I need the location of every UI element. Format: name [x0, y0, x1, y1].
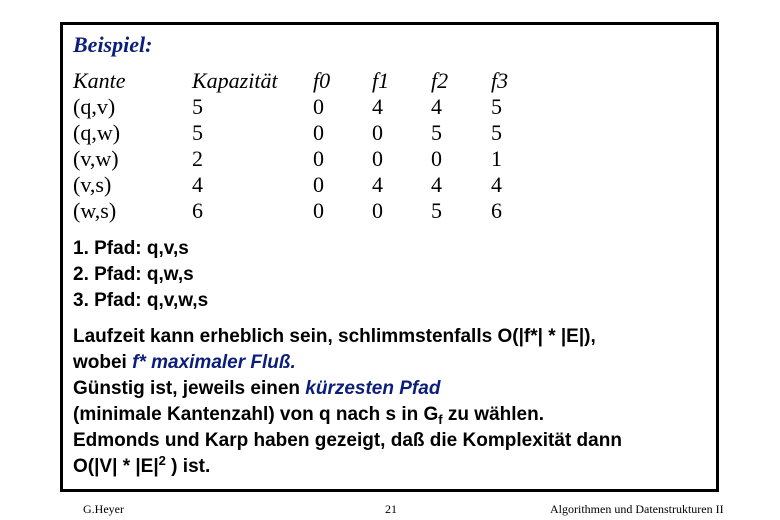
cell-f0: 0 — [313, 94, 324, 119]
text-line-2-lead: wobei — [73, 352, 133, 373]
cell-f1: 0 — [372, 120, 383, 145]
cell-kante: (v,w) — [73, 146, 119, 171]
column-kante — [73, 68, 126, 224]
cell-f0: 0 — [313, 172, 324, 197]
footer-course: Algorithmen und Datenstrukturen II — [550, 502, 724, 516]
cell-kapazitaet: 4 — [192, 172, 203, 197]
header-kapazitaet: Kapazität — [192, 68, 278, 93]
cell-f0: 0 — [313, 120, 324, 145]
subscript-f: f — [438, 412, 443, 427]
text-line-3 — [73, 376, 440, 402]
cell-kapazitaet: 6 — [192, 198, 203, 223]
cell-f1: 0 — [372, 146, 383, 171]
text-line-4-lead: (minimale Kantenzahl) von q nach s in G — [73, 404, 439, 425]
text-line-5: Edmonds und Karp haben gezeigt, daß die Komplexität dann — [73, 430, 622, 451]
footer-author: G.Heyer — [83, 502, 124, 516]
header-f2: f2 — [431, 68, 449, 93]
cell-f2: 4 — [431, 172, 442, 197]
cell-f0: 0 — [313, 198, 324, 223]
cell-kante: (v,s) — [73, 172, 112, 197]
highlight-shortest-path: kürzesten Pfad — [305, 378, 441, 399]
text-line-6 — [73, 454, 210, 480]
text-line-4-tail: zu wählen. — [442, 404, 544, 425]
cell-f1: 0 — [372, 198, 383, 223]
header-f0: f0 — [313, 68, 331, 93]
cell-f3: 4 — [491, 172, 502, 197]
text-line-3-lead: Günstig ist, jeweils einen — [73, 378, 306, 399]
header-f1: f1 — [372, 68, 390, 93]
cell-f0: 0 — [313, 146, 324, 171]
cell-f2: 5 — [431, 198, 442, 223]
highlight-max-flow: f* maximaler Fluß. — [132, 352, 296, 373]
header-kante: Kante — [73, 68, 126, 93]
footer-page-number: 21 — [385, 502, 397, 516]
column-f2 — [431, 68, 448, 224]
cell-kante: (q,v) — [73, 94, 116, 119]
column-f0 — [313, 68, 330, 224]
column-f3 — [491, 68, 508, 224]
cell-f1: 4 — [372, 94, 383, 119]
cell-f3: 6 — [491, 198, 502, 223]
cell-kante: (w,s) — [73, 198, 117, 223]
path-2: 2. Pfad: q,w,s — [73, 264, 194, 285]
text-line-2 — [73, 350, 296, 376]
cell-kapazitaet: 5 — [192, 120, 203, 145]
column-f1 — [372, 68, 389, 224]
column-kapazitaet — [192, 68, 278, 224]
cell-f2: 5 — [431, 120, 442, 145]
text-line-4 — [73, 402, 544, 428]
cell-f3: 5 — [491, 120, 502, 145]
path-3: 3. Pfad: q,v,w,s — [73, 290, 209, 311]
cell-f3: 1 — [491, 146, 502, 171]
path-1: 1. Pfad: q,v,s — [73, 238, 189, 259]
text-line-6-lead: O(|V| * |E| — [73, 456, 159, 477]
cell-f2: 4 — [431, 94, 442, 119]
cell-kapazitaet: 5 — [192, 94, 203, 119]
text-line-1: Laufzeit kann erheblich sein, schlimmstenfalls O(|f*| * |E|), — [73, 326, 596, 347]
superscript-2: 2 — [158, 453, 166, 468]
cell-f3: 5 — [491, 94, 502, 119]
cell-f1: 4 — [372, 172, 383, 197]
text-line-6-tail: ) ist. — [165, 456, 211, 477]
slide-title: Beispiel: — [73, 32, 153, 57]
cell-f2: 0 — [431, 146, 442, 171]
header-f3: f3 — [491, 68, 509, 93]
cell-kapazitaet: 2 — [192, 146, 203, 171]
cell-kante: (q,w) — [73, 120, 121, 145]
